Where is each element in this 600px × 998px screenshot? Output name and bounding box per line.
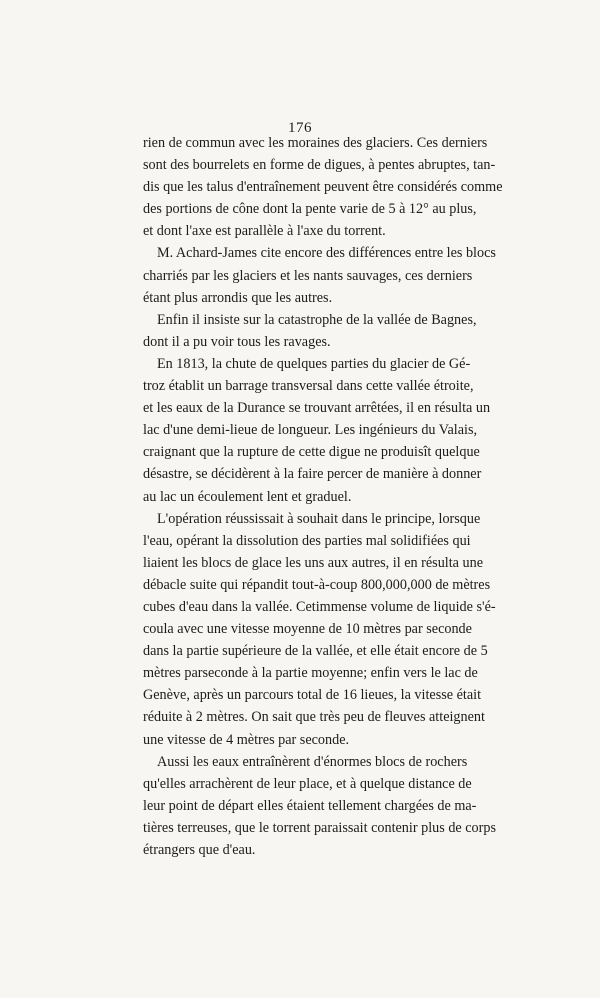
text-line: une vitesse de 4 mètres par seconde. — [143, 731, 350, 748]
text-line: et les eaux de la Durance se trouvant arrêtées, il en résulta un — [143, 400, 491, 417]
text-line: coula avec une vitesse moyenne de 10 mètres par seconde — [143, 621, 472, 638]
body-text — [143, 132, 503, 861]
paragraph — [143, 508, 496, 751]
text-line: l'eau, opérant la dissolution des parties mal solidifiées qui — [143, 532, 471, 549]
paragraph — [143, 132, 503, 242]
text-line: qu'elles arrachèrent de leur place, et à quelque distance de — [143, 775, 472, 792]
text-line: cubes d'eau dans la vallée. Cetimmense volume de liquide s'é- — [143, 598, 496, 615]
text-line: charriés par les glaciers et les nants sauvages, ces derniers — [143, 267, 473, 284]
page-number: 176 — [288, 120, 312, 136]
paragraph — [143, 751, 496, 861]
text-line: Aussi les eaux entraînèrent d'énormes blocs de rochers — [157, 753, 468, 770]
text-line: liaient les blocs de glace les uns aux autres, il en résulta une — [143, 554, 483, 571]
text-line: débacle suite qui répandit tout-à-coup 800,000,000 de mètres — [143, 576, 491, 593]
text-line: craignant que la rupture de cette digue ne produisît quelque — [143, 444, 480, 461]
text-line: des portions de cône dont la pente varie de 5 à 12° au plus, — [143, 201, 477, 218]
text-line: leur point de départ elles étaient tellement chargées de ma- — [143, 797, 477, 814]
paragraph — [143, 242, 496, 308]
text-line: M. Achard-James cite encore des différences entre les blocs — [157, 245, 496, 262]
text-line: En 1813, la chute de quelques parties du glacier de Gé- — [157, 355, 471, 372]
text-line: étrangers que d'eau. — [143, 842, 256, 858]
text-line: L'opération réussissait à souhait dans le principe, lorsque — [157, 510, 481, 527]
text-line: réduite à 2 mètres. On sait que très peu de fleuves atteignent — [143, 709, 485, 726]
text-line: dont il a pu voir tous les ravages. — [143, 333, 331, 350]
text-line: et dont l'axe est parallèle à l'axe du torrent. — [143, 223, 386, 240]
text-line: dans la partie supérieure de la vallée, et elle était encore de 5 — [143, 643, 488, 660]
text-line: Genève, après un parcours total de 16 lieues, la vitesse était — [143, 687, 482, 704]
text-line: troz établit un barrage transversal dans cette vallée étroite, — [143, 378, 474, 395]
paragraph — [143, 309, 477, 353]
text-line: mètres parseconde à la partie moyenne; enfin vers le lac de — [143, 665, 478, 682]
text-line: étant plus arrondis que les autres. — [143, 289, 333, 306]
text-line: Enfin il insiste sur la catastrophe de la vallée de Bagnes, — [157, 311, 477, 328]
text-line: au lac un écoulement lent et graduel. — [143, 488, 352, 505]
text-line: rien de commun avec les moraines des glaciers. Ces derniers — [143, 135, 488, 151]
text-line: dis que les talus d'entraînement peuvent être considérés comme — [143, 179, 503, 196]
text-line: sont des bourrelets en forme de digues, à pentes abruptes, tan- — [143, 157, 496, 174]
text-line: tières terreuses, que le torrent paraissait contenir plus de corps — [143, 819, 496, 836]
paragraph — [143, 353, 491, 508]
text-line: désastre, se décidèrent à la faire percer de manière à donner — [143, 466, 482, 483]
text-line: lac d'une demi-lieue de longueur. Les ingénieurs du Valais, — [143, 422, 478, 439]
